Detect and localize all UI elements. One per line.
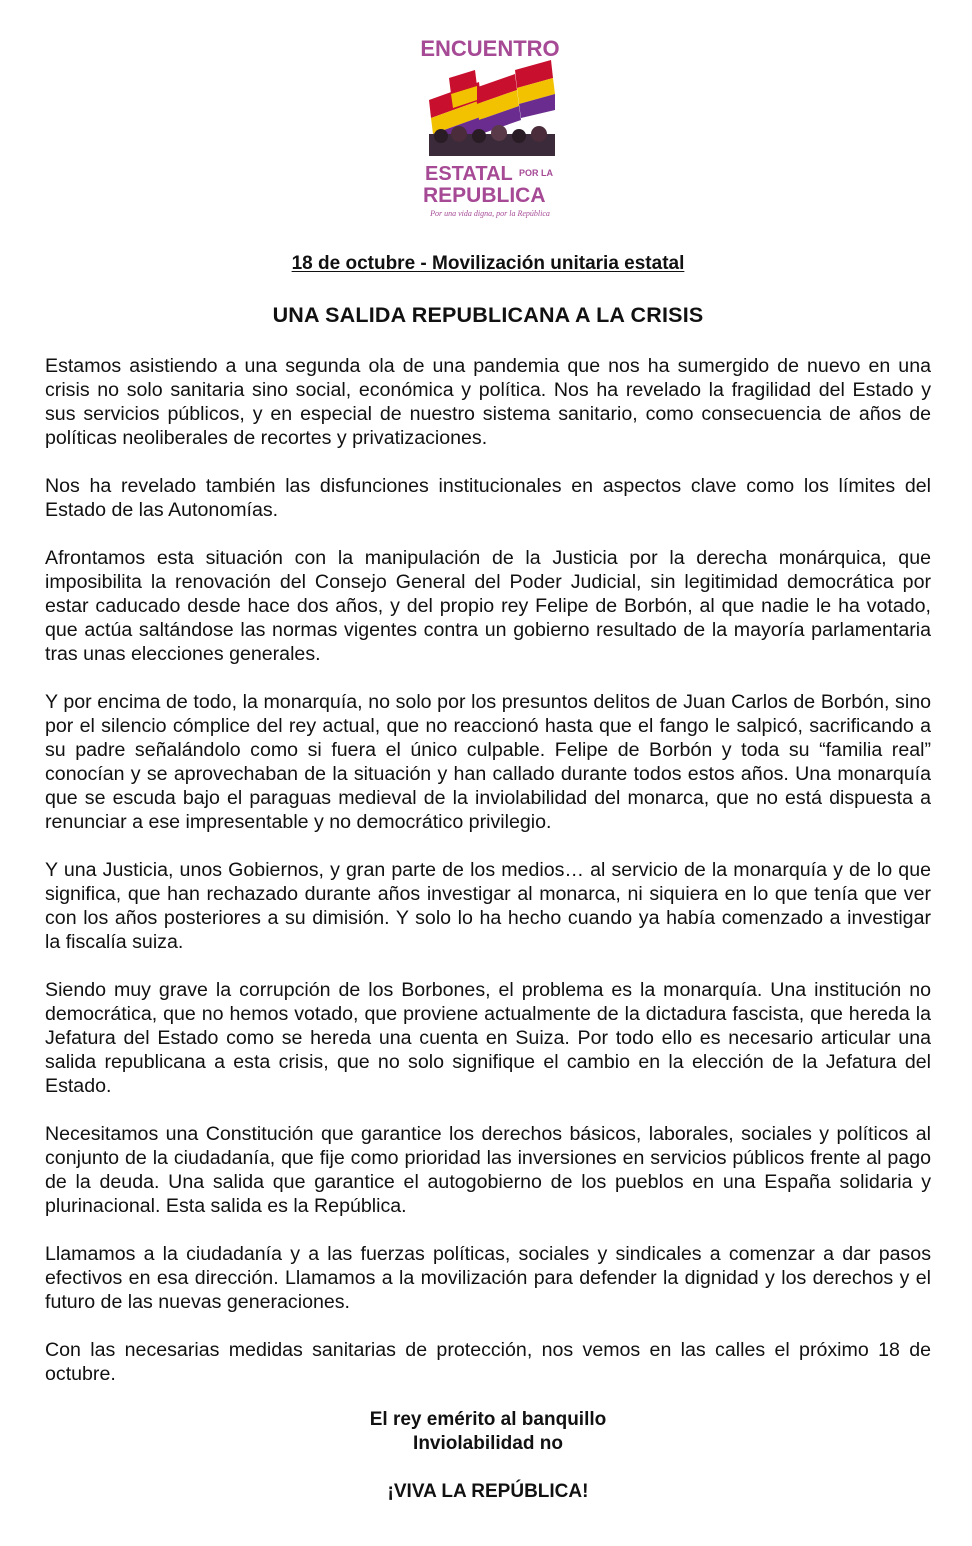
paragraph: Y por encima de todo, la monarquía, no solo por los presuntos delitos de Juan Carlos de Borbón, sino por el silencio cómplice del rey actual, que no reaccionó hasta que el fango le salpicó, sacrificando a su padre señalándolo como si fuera el único culpable. Felipe de Borbón y toda su “familia real” conocían y se aprovechaban de la situación y han callado durante todos estos años. Una monarquía que se escuda bajo el paraguas medieval de la inviolabilidad del monarca, que no está dispuesta a renunciar a ese impresentable y no democrático privilegio. [45, 691, 931, 833]
paragraph: Llamamos a la ciudadanía y a las fuerzas políticas, sociales y sindicales a comenzar a dar pasos efectivos en esa dirección. Llamamos a la movilización para defender la dignidad y los derechos y el futuro de las nuevas generaciones. [45, 1243, 931, 1313]
paragraph: Estamos asistiendo a una segunda ola de una pandemia que nos ha sumergido de nuevo en una crisis no solo sanitaria sino social, económica y política. Nos ha revelado la fragilidad del Estado y sus servicios públicos, y en especial de nuestro sistema sanitario, como consecuencia de años de políticas neoliberales de recortes y privatizaciones. [45, 355, 931, 449]
logo-line2-small: POR LA [519, 168, 554, 178]
paragraph: Siendo muy grave la corrupción de los Borbones, el problema es la monarquía. Una institución no democrática, que no hemos votado, que proviene actualmente de la dictadura fascista, que hereda la Jefatura del Estado como se hereda una cuenta en Suiza. Por todo ello es necesario articular una salida republicana a esta crisis, que no solo signifique el cambio en la elección de la Jefatura del Estado. [45, 979, 931, 1097]
logo-tagline: Por una vida digna, por la República [430, 209, 550, 218]
logo-line1: ENCUENTRO [420, 36, 560, 61]
flags-illustration [427, 60, 557, 156]
closing-line1: El rey emérito al banquillo [369, 1409, 607, 1430]
paragraph: Necesitamos una Constitución que garantice los derechos básicos, laborales, sociales y políticos al conjunto de la ciudadanía, que fije como prioridad las inversiones en servicios públicos frente al pago de la deuda. Una salida que garantice el autogobierno de los pueblos en una España solidaria y plurinacional. Esta salida es la República. [45, 1123, 931, 1217]
document-body [45, 354, 931, 1410]
paragraph: Y una Justicia, unos Gobiernos, y gran parte de los medios… al servicio de la monarquía y de lo que significa, que han rechazado durante años investigar al monarca, ni siquiera en lo que tenía que ver con los años posteriores a su dimisión. Y solo lo ha hecho cuando ya había comenzado a investigar la fiscalía suiza. [45, 859, 931, 953]
document-title: UNA SALIDA REPUBLICANA A LA CRISIS [272, 303, 704, 327]
paragraph: Afrontamos esta situación con la manipulación de la Justicia por la derecha monárquica, que imposibilita la renovación del Consejo General del Poder Judicial, sin legitimidad democrática por estar caducado desde hace dos años, y del propio rey Felipe de Borbón, al que nadie le ha votado, que actúa saltándose las normas vigentes contra un gobierno resultado de la mayoría parlamentaria tras unas elecciones generales. [45, 547, 931, 665]
encuentro-logo [419, 30, 561, 224]
paragraph: Nos ha revelado también las disfunciones institucionales en aspectos clave como los límites del Estado de las Autonomías. [45, 475, 931, 521]
paragraph: Con las necesarias medidas sanitarias de protección, nos vemos en las calles el próximo 18 de octubre. [45, 1339, 931, 1385]
event-subtitle: 18 de octubre - Movilización unitaria estatal [291, 253, 685, 274]
logo-line3: REPUBLICA [423, 184, 546, 207]
closing-slogans [0, 1408, 972, 1504]
logo-line2: ESTATAL [425, 163, 513, 185]
closing-line2: Inviolabilidad no [413, 1433, 563, 1454]
logo-graphic [419, 30, 561, 224]
closing-viva: ¡VIVA LA REPÚBLICA! [387, 1481, 589, 1502]
